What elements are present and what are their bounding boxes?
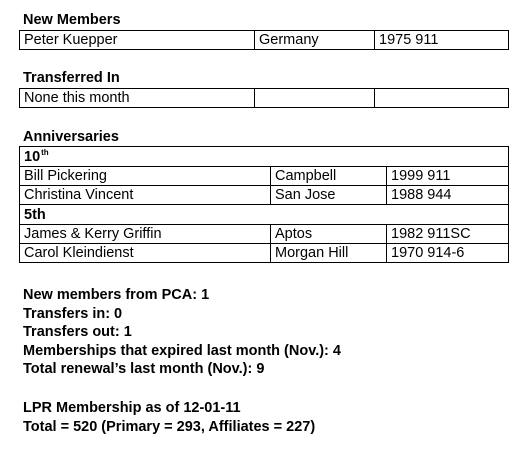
stat-transfers-in: Transfers in: 0 [23, 305, 123, 322]
new-members-heading: New Members [23, 12, 121, 28]
member-location: Aptos [271, 225, 387, 244]
stat-expired-memberships: Memberships that expired last month (Nov.): 4 [23, 342, 341, 359]
new-members-table [19, 30, 509, 50]
member-location: Morgan Hill [271, 244, 387, 263]
stat-new-members-pca: New members from PCA: 1 [23, 287, 210, 303]
member-name: Carol Kleindienst [20, 244, 271, 263]
table-row [20, 244, 509, 263]
table-row [20, 186, 509, 205]
anniversaries-table [19, 146, 509, 263]
table-row [20, 225, 509, 244]
table-row [20, 89, 509, 108]
member-car: 1970 914-6 [387, 244, 509, 263]
anniversary-group-label: 10th [20, 147, 509, 167]
anniversaries-heading: Anniversaries [23, 129, 119, 145]
member-car: 1988 944 [387, 186, 509, 205]
table-row [20, 167, 509, 186]
member-car: 1975 911 [375, 31, 509, 50]
member-location: Germany [255, 31, 375, 50]
transferred-in-table [19, 88, 509, 108]
member-location: Campbell [271, 167, 387, 186]
anniversary-group-row [20, 205, 509, 225]
membership-summary [23, 399, 315, 436]
member-name: Peter Kuepper [20, 31, 255, 50]
stat-transfers-out: Transfers out: 1 [23, 324, 132, 341]
membership-stats [23, 286, 341, 379]
anniversary-group-label: 5th [20, 205, 509, 225]
anniversary-group-row [20, 147, 509, 167]
transferred-in-heading: Transferred In [23, 70, 120, 86]
member-car: 1999 911 [387, 167, 509, 186]
member-name: Christina Vincent [20, 186, 271, 205]
table-row [20, 31, 509, 50]
member-location [255, 89, 375, 108]
stat-total-renewals: Total renewal’s last month (Nov.): 9 [23, 361, 265, 378]
member-car: 1982 911SC [387, 225, 509, 244]
member-name: Bill Pickering [20, 167, 271, 186]
member-car [375, 89, 509, 108]
member-name: James & Kerry Griffin [20, 225, 271, 244]
membership-total: Total = 520 (Primary = 293, Affiliates = 227) [23, 418, 316, 435]
membership-as-of: LPR Membership as of 12-01-11 [23, 400, 241, 416]
member-name: None this month [20, 89, 255, 108]
member-location: San Jose [271, 186, 387, 205]
